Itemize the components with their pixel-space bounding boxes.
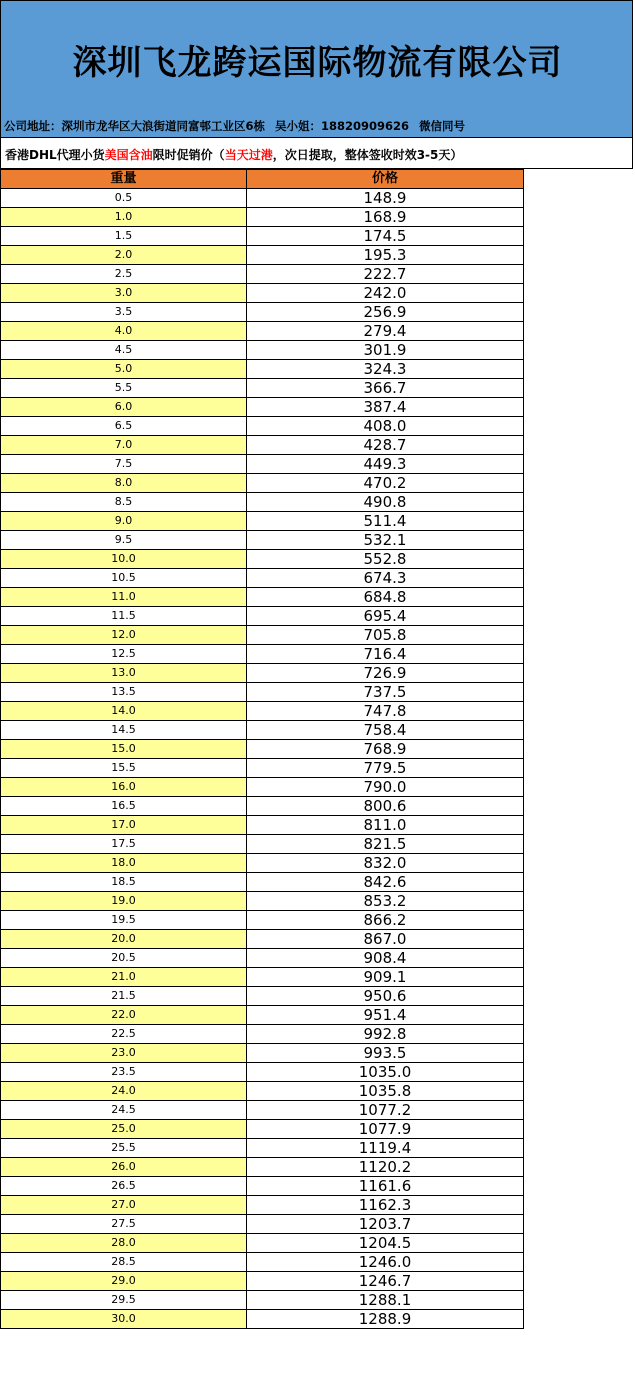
table-row	[1, 911, 524, 930]
weight-cell: 22.0	[1, 1006, 247, 1025]
table-row	[1, 246, 524, 265]
table-row	[1, 968, 524, 987]
price-cell: 1035.8	[247, 1082, 524, 1101]
table-row	[1, 930, 524, 949]
price-cell: 1119.4	[247, 1139, 524, 1158]
table-row	[1, 550, 524, 569]
weight-cell: 24.0	[1, 1082, 247, 1101]
price-cell: 853.2	[247, 892, 524, 911]
weight-cell: 5.0	[1, 360, 247, 379]
table-row	[1, 607, 524, 626]
wechat-text: 微信同号	[419, 119, 466, 133]
weight-cell: 14.0	[1, 702, 247, 721]
price-cell: 695.4	[247, 607, 524, 626]
price-cell: 470.2	[247, 474, 524, 493]
price-cell: 490.8	[247, 493, 524, 512]
table-row	[1, 683, 524, 702]
weight-cell: 23.0	[1, 1044, 247, 1063]
table-row	[1, 341, 524, 360]
table-row	[1, 455, 524, 474]
weight-cell: 17.0	[1, 816, 247, 835]
table-row	[1, 1253, 524, 1272]
weight-cell: 2.5	[1, 265, 247, 284]
price-cell: 1035.0	[247, 1063, 524, 1082]
weight-cell: 19.5	[1, 911, 247, 930]
company-name: 深圳飞龙跨运国际物流有限公司	[72, 43, 563, 83]
price-cell: 148.9	[247, 189, 524, 208]
price-table	[0, 169, 524, 1329]
table-row	[1, 721, 524, 740]
table-row	[1, 892, 524, 911]
price-cell: 747.8	[247, 702, 524, 721]
table-row	[1, 816, 524, 835]
price-cell: 866.2	[247, 911, 524, 930]
price-cell: 256.9	[247, 303, 524, 322]
promo-part5: ，次日提取，整体签收时效3-5天）	[272, 148, 463, 162]
table-row	[1, 645, 524, 664]
table-row	[1, 531, 524, 550]
price-cell: 1077.2	[247, 1101, 524, 1120]
price-cell: 842.6	[247, 873, 524, 892]
table-row	[1, 664, 524, 683]
price-cell: 449.3	[247, 455, 524, 474]
price-cell: 195.3	[247, 246, 524, 265]
price-cell: 387.4	[247, 398, 524, 417]
weight-cell: 8.0	[1, 474, 247, 493]
table-row	[1, 1310, 524, 1329]
weight-cell: 8.5	[1, 493, 247, 512]
table-row	[1, 1025, 524, 1044]
address-label: 公司地址：	[4, 119, 62, 133]
weight-cell: 3.0	[1, 284, 247, 303]
price-cell: 800.6	[247, 797, 524, 816]
price-cell: 552.8	[247, 550, 524, 569]
weight-cell: 7.5	[1, 455, 247, 474]
weight-cell: 7.0	[1, 436, 247, 455]
weight-cell: 29.5	[1, 1291, 247, 1310]
price-cell: 1288.9	[247, 1310, 524, 1329]
price-cell: 768.9	[247, 740, 524, 759]
table-row	[1, 379, 524, 398]
table-row	[1, 797, 524, 816]
table-row	[1, 474, 524, 493]
price-cell: 168.9	[247, 208, 524, 227]
price-cell: 1077.9	[247, 1120, 524, 1139]
price-cell: 174.5	[247, 227, 524, 246]
table-row	[1, 949, 524, 968]
promo-highlight-us: 美国含油	[104, 148, 153, 162]
address-text: 深圳市龙华区大浪街道同富邨工业区6栋	[61, 119, 265, 133]
table-row	[1, 436, 524, 455]
weight-cell: 0.5	[1, 189, 247, 208]
weight-cell: 25.0	[1, 1120, 247, 1139]
weight-cell: 12.0	[1, 626, 247, 645]
table-row	[1, 398, 524, 417]
price-cell: 951.4	[247, 1006, 524, 1025]
weight-cell: 28.5	[1, 1253, 247, 1272]
table-row	[1, 702, 524, 721]
weight-cell: 6.5	[1, 417, 247, 436]
contact-text: 吴小姐：18820909626	[275, 119, 410, 133]
weight-column-header: 重量	[1, 170, 247, 189]
table-row	[1, 778, 524, 797]
weight-cell: 22.5	[1, 1025, 247, 1044]
price-cell: 832.0	[247, 854, 524, 873]
table-row	[1, 569, 524, 588]
price-cell: 992.8	[247, 1025, 524, 1044]
table-row	[1, 1139, 524, 1158]
price-cell: 324.3	[247, 360, 524, 379]
weight-cell: 14.5	[1, 721, 247, 740]
price-cell: 511.4	[247, 512, 524, 531]
weight-cell: 26.0	[1, 1158, 247, 1177]
price-cell: 1246.0	[247, 1253, 524, 1272]
table-row	[1, 322, 524, 341]
price-cell: 242.0	[247, 284, 524, 303]
promo-banner	[0, 138, 633, 169]
weight-cell: 16.0	[1, 778, 247, 797]
weight-cell: 10.5	[1, 569, 247, 588]
price-cell: 758.4	[247, 721, 524, 740]
weight-cell: 4.0	[1, 322, 247, 341]
price-cell: 1246.7	[247, 1272, 524, 1291]
price-cell: 705.8	[247, 626, 524, 645]
weight-cell: 10.0	[1, 550, 247, 569]
table-row	[1, 873, 524, 892]
weight-cell: 12.5	[1, 645, 247, 664]
table-row	[1, 1101, 524, 1120]
weight-cell: 17.5	[1, 835, 247, 854]
weight-cell: 15.0	[1, 740, 247, 759]
table-row	[1, 759, 524, 778]
table-row	[1, 303, 524, 322]
price-cell: 674.3	[247, 569, 524, 588]
promo-part3: 限时促销价（	[152, 148, 225, 162]
weight-cell: 24.5	[1, 1101, 247, 1120]
price-cell: 1120.2	[247, 1158, 524, 1177]
table-row	[1, 284, 524, 303]
weight-cell: 25.5	[1, 1139, 247, 1158]
weight-cell: 27.5	[1, 1215, 247, 1234]
table-row	[1, 854, 524, 873]
table-row	[1, 588, 524, 607]
price-cell: 532.1	[247, 531, 524, 550]
price-cell: 684.8	[247, 588, 524, 607]
table-row	[1, 626, 524, 645]
weight-cell: 6.0	[1, 398, 247, 417]
table-row	[1, 1082, 524, 1101]
price-cell: 993.5	[247, 1044, 524, 1063]
table-row	[1, 740, 524, 759]
price-cell: 1203.7	[247, 1215, 524, 1234]
weight-cell: 9.0	[1, 512, 247, 531]
price-cell: 950.6	[247, 987, 524, 1006]
price-cell: 428.7	[247, 436, 524, 455]
weight-cell: 13.0	[1, 664, 247, 683]
table-row	[1, 360, 524, 379]
weight-cell: 29.0	[1, 1272, 247, 1291]
table-row	[1, 1234, 524, 1253]
weight-cell: 9.5	[1, 531, 247, 550]
price-cell: 1161.6	[247, 1177, 524, 1196]
promo-text	[5, 146, 462, 163]
table-row	[1, 265, 524, 284]
weight-cell: 15.5	[1, 759, 247, 778]
weight-cell: 28.0	[1, 1234, 247, 1253]
table-header-row	[1, 170, 524, 189]
table-row	[1, 493, 524, 512]
price-cell: 1204.5	[247, 1234, 524, 1253]
table-row	[1, 1177, 524, 1196]
table-row	[1, 1006, 524, 1025]
price-cell: 366.7	[247, 379, 524, 398]
price-cell: 908.4	[247, 949, 524, 968]
price-cell: 222.7	[247, 265, 524, 284]
price-cell: 779.5	[247, 759, 524, 778]
weight-cell: 5.5	[1, 379, 247, 398]
price-cell: 821.5	[247, 835, 524, 854]
price-cell: 790.0	[247, 778, 524, 797]
table-row	[1, 1063, 524, 1082]
table-row	[1, 1196, 524, 1215]
promo-highlight-sameday: 当天过港	[224, 148, 273, 162]
weight-cell: 30.0	[1, 1310, 247, 1329]
table-row	[1, 417, 524, 436]
weight-cell: 2.0	[1, 246, 247, 265]
weight-cell: 13.5	[1, 683, 247, 702]
price-cell: 301.9	[247, 341, 524, 360]
weight-cell: 21.5	[1, 987, 247, 1006]
price-cell: 909.1	[247, 968, 524, 987]
price-cell: 811.0	[247, 816, 524, 835]
price-cell: 726.9	[247, 664, 524, 683]
price-cell: 867.0	[247, 930, 524, 949]
weight-cell: 4.5	[1, 341, 247, 360]
table-row	[1, 189, 524, 208]
weight-cell: 23.5	[1, 1063, 247, 1082]
weight-cell: 18.0	[1, 854, 247, 873]
table-row	[1, 1291, 524, 1310]
price-column-header: 价格	[247, 170, 524, 189]
price-cell: 1162.3	[247, 1196, 524, 1215]
weight-cell: 1.0	[1, 208, 247, 227]
table-row	[1, 1120, 524, 1139]
table-row	[1, 987, 524, 1006]
weight-cell: 19.0	[1, 892, 247, 911]
price-cell: 716.4	[247, 645, 524, 664]
table-row	[1, 1044, 524, 1063]
weight-cell: 20.0	[1, 930, 247, 949]
table-row	[1, 835, 524, 854]
weight-cell: 16.5	[1, 797, 247, 816]
table-row	[1, 1272, 524, 1291]
weight-cell: 20.5	[1, 949, 247, 968]
table-row	[1, 1215, 524, 1234]
price-table-body	[1, 189, 524, 1329]
address-line	[4, 118, 471, 134]
table-row	[1, 1158, 524, 1177]
table-row	[1, 512, 524, 531]
weight-cell: 1.5	[1, 227, 247, 246]
company-header	[0, 0, 633, 138]
table-row	[1, 227, 524, 246]
price-cell: 1288.1	[247, 1291, 524, 1310]
weight-cell: 21.0	[1, 968, 247, 987]
weight-cell: 26.5	[1, 1177, 247, 1196]
price-cell: 737.5	[247, 683, 524, 702]
price-cell: 408.0	[247, 417, 524, 436]
table-row	[1, 208, 524, 227]
weight-cell: 18.5	[1, 873, 247, 892]
weight-cell: 3.5	[1, 303, 247, 322]
promo-part1: 香港DHL代理小货	[5, 148, 105, 162]
weight-cell: 11.0	[1, 588, 247, 607]
weight-cell: 11.5	[1, 607, 247, 626]
weight-cell: 27.0	[1, 1196, 247, 1215]
price-cell: 279.4	[247, 322, 524, 341]
